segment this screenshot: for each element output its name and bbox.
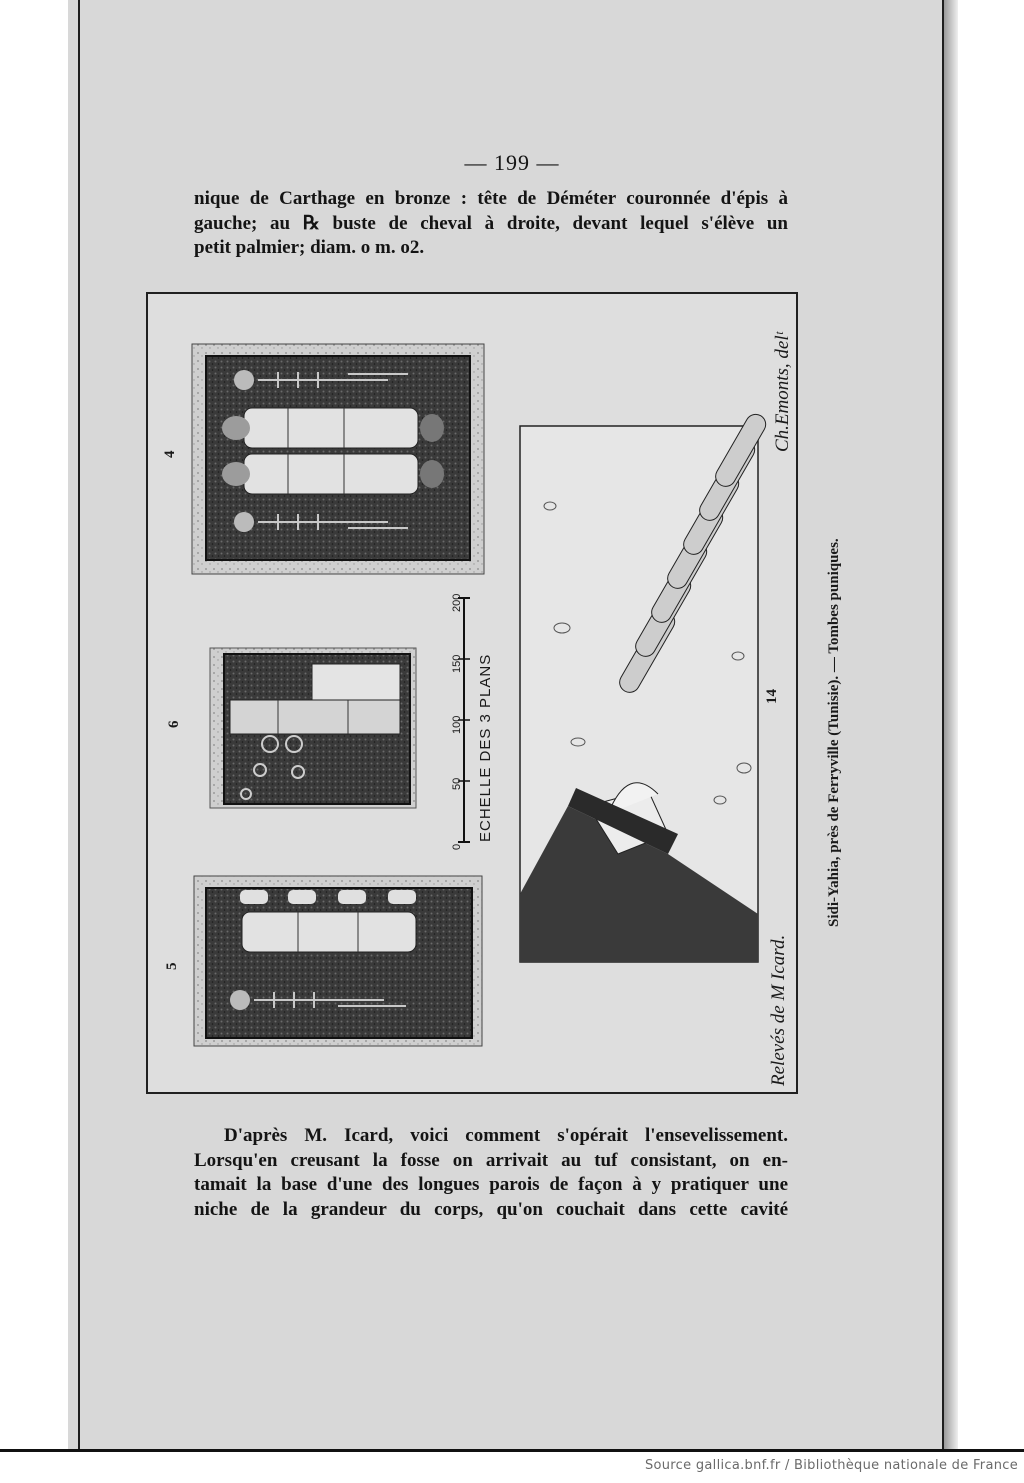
tomb-6-plan [210,648,416,808]
scan-shadow-strip [944,0,958,1450]
scale-tick-200: 200 [451,593,463,612]
scale-tick-100: 100 [451,715,463,734]
text-line: niche de la grandeur du corps, qu'on couchait dans cette cavité [194,1198,788,1220]
tomb-4-plan [192,344,484,574]
figure-plate [146,292,798,1094]
figure-credit-artist: Ch.Emonts, delᵗ [772,332,793,452]
tomb-number-6: 6 [166,720,182,728]
scale-label: ECHELLE DES 3 PLANS [477,653,494,842]
text-line: nique de Carthage en bronze : tête de Déméter couronnée d'épis à [194,188,788,209]
text-line: D'après M. Icard, voici comment s'opérait l'ensevelissement. [224,1125,788,1146]
figure-credit-survey: Relevés de M Icard. [768,934,789,1086]
tomb-14-perspective [520,411,769,962]
paragraph-top [194,187,788,261]
figure-caption: Sidi-Yahia, près de Ferryville (Tunisie). — Tombes puniques. [826,538,842,927]
text-line: gauche; au ℞ buste de cheval à droite, devant lequel s'élève un [194,212,788,234]
scale-tick-0: 0 [451,843,463,850]
text-line: Lorsqu'en creusant la fosse on arrivait au tuf consistant, on en- [194,1149,788,1171]
scale-tick-150: 150 [451,654,463,673]
figure-illustration [148,294,800,1096]
page-bottom-rule [0,1449,1024,1452]
page-edge-left [78,0,80,1450]
tomb-number-14: 14 [764,689,780,704]
paragraph-bottom [194,1124,788,1222]
tomb-number-4: 4 [162,450,178,458]
tomb-5-plan [194,876,482,1046]
source-footer: Source gallica.bnf.fr / Bibliothèque nationale de France [644,1458,1018,1473]
page-number: — 199 — [464,150,560,175]
scale-tick-50: 50 [451,777,463,790]
tomb-number-5: 5 [164,962,180,970]
text-line: tamait la base d'une des longues parois de façon à y pratiquer une [194,1174,788,1195]
text-line: petit palmier; diam. o m. o2. [194,237,425,258]
